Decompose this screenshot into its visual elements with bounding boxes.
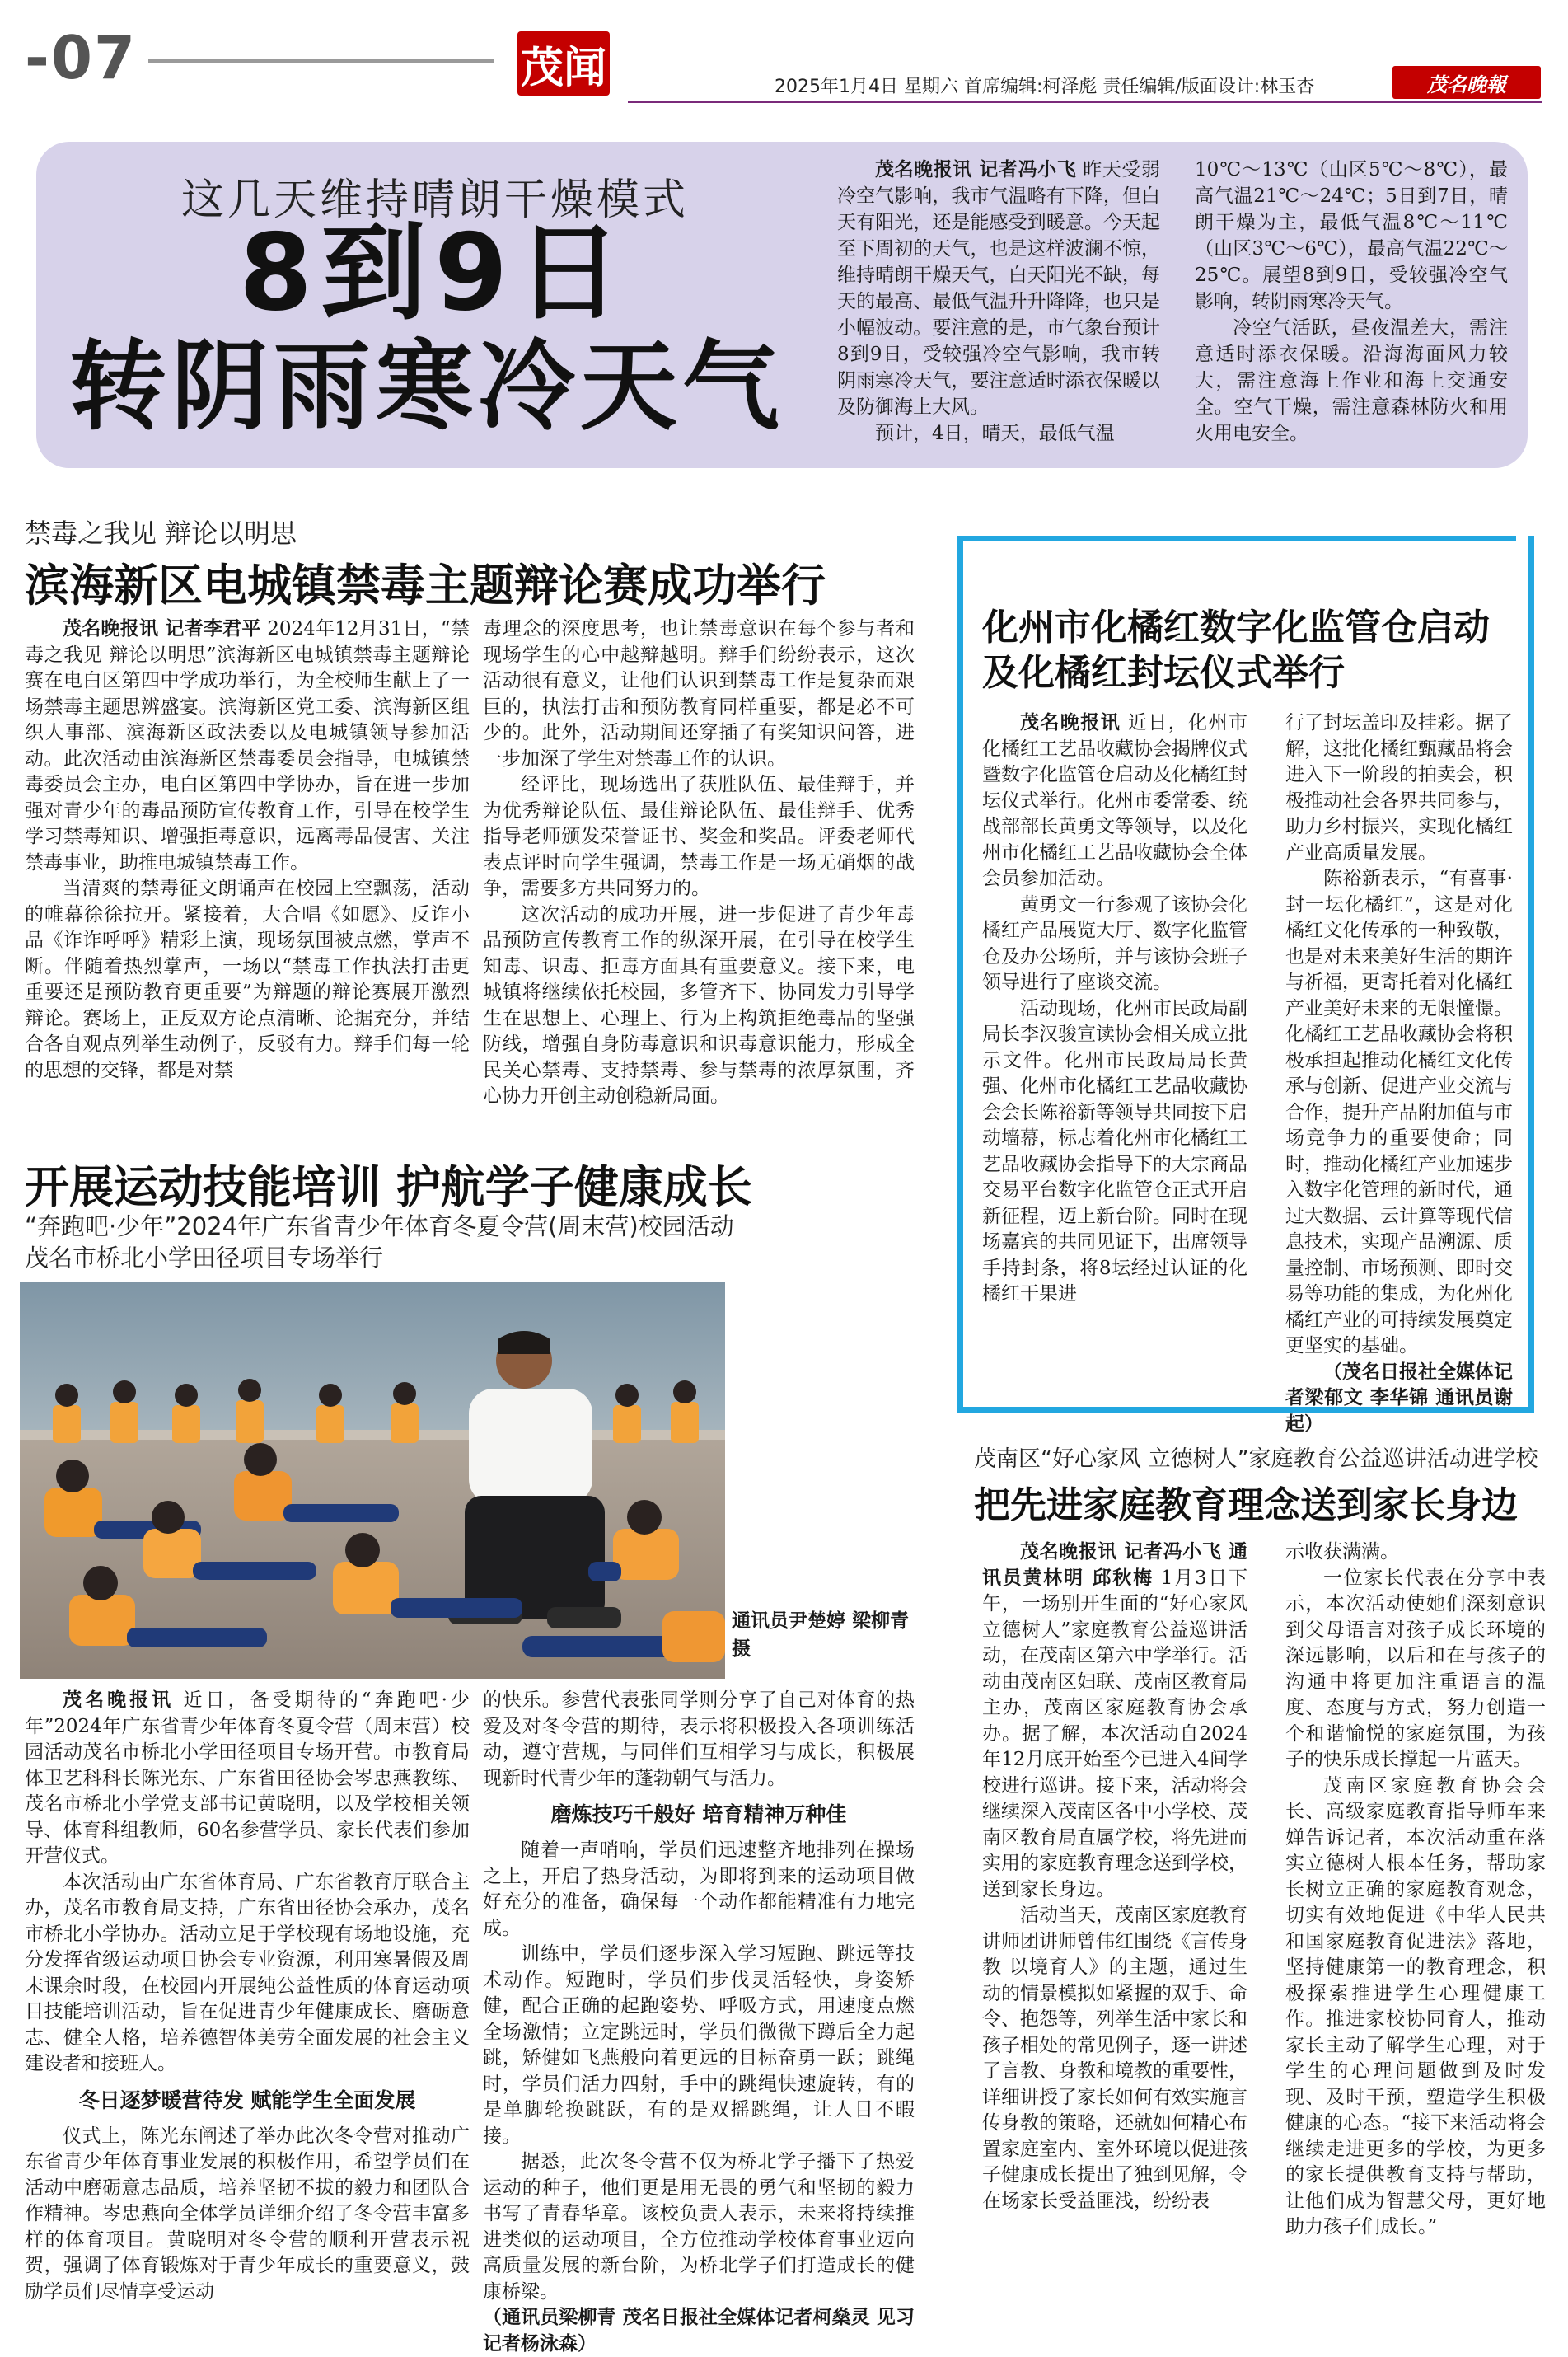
article2-column-2	[483, 1688, 915, 2357]
article4-paragraph: 示收获满满。	[1285, 1541, 1399, 1563]
article3-paragraph: 行了封坛盖印及挂彩。据了解，这批化橘红甄藏品将会进入下一阶段的拍卖会，积极推动社会各界共同参与，助力乡村振兴，实现化橘红产业高质量发展。	[1285, 712, 1513, 864]
article1-paragraph: 当清爽的禁毒征文朗诵声在校园上空飘荡，活动的帷幕徐徐拉开。紧接着，大合唱《如愿》、反诈小品《诈诈呼呼》精彩上演，现场氛围被点燃，掌声不断。伴随着热烈掌声，一场以“禁毒工作执法打击更重要还是预防教育更重要”为辩题的辩论赛展开激烈辩论。赛场上，正反双方论点清晰、论据充分，并结合各自观点列举生动例子，反驳有力。辩手们每一轮的思想的交锋，都是对禁	[25, 878, 470, 1081]
weather-paragraph: 冷空气活跃，昼夜温差大，需注意适时添衣保暖。沿海海面风力较大，需注意海上作业和海上交通安全。空气干燥，需注意森林防火和用火用电安全。	[1195, 317, 1508, 444]
article1-paragraph: 2024年12月31日，“禁毒之我见 辩论以明思”滨海新区电城镇禁毒主题辩论赛在电白区第四中学成功举行，为全校师生献上了一场禁毒主题思辨盛宴。滨海新区党工委、滨海新区组织人事部、滨海新区政法委以及电城镇领导参加活动。此次活动由滨海新区禁毒委员会指导，电城镇禁毒委员会主办，电白区第四中学协办，旨在进一步加强对青少年的毒品预防宣传教育工作，引导在校学生学习禁毒知识、增强拒毒意识，远离毒品侵害、关注禁毒事业，助推电城镇禁毒工作。	[25, 618, 470, 874]
article2-paragraph: 本次活动由广东省体育局、广东省教育厅联合主办，茂名市教育局支持，广东省田径协会承办，茂名市桥北小学协办。活动立足于学校现有场地设施，充分发挥省级运动项目协会专业资源，利用寒暑假及周末课余时段，在校园内开展纯公益性质的体育运动项目技能培训活动，旨在促进青少年健康成长、磨砺意志、健全人格，培养德智体美劳全面发展的社会主义建设者和接班人。	[25, 1871, 470, 2074]
article3-headline-line2: 及化橘红封坛仪式举行	[982, 652, 1345, 694]
photo-illustration	[20, 1282, 725, 1679]
header-rule-right	[628, 101, 1542, 103]
article2-paragraph: 仪式上，陈光东阐述了举办此次冬令营对推动广东省青少年体育事业发展的积极作用，希望学员们在活动中磨砺意志品质，培养坚韧不拔的毅力和团队合作精神。岑忠燕向全体学员详细介绍了冬令营丰富多样的体育项目。黄晓明对冬令营的顺利开营表示祝贺，强调了体育锻炼对于青少年成长的重要意义，鼓励学员们尽情享受运动	[25, 2125, 470, 2303]
paper-logo: 茂名晚報	[1392, 66, 1541, 99]
weather-kicker: 这几天维持晴朗干燥模式	[181, 176, 690, 225]
article2-column-1	[25, 1688, 470, 2305]
article2-subtitle-1: “奔跑吧·少年”2024年广东省青少年体育冬夏令营(周末营)校园活动	[25, 1212, 734, 1240]
article3-paragraph: 近日，化州市化橘红工艺品收藏协会揭牌仪式暨数字化监管仓启动及化橘红封坛仪式举行。化州市委常委、统战部部长黄勇文等领导，以及化州市化橘红工艺品收藏协会全体会员参加活动。	[982, 712, 1248, 889]
weather-headline-line1: 8到9日	[239, 212, 630, 335]
article2-subtitle-2: 茂名市桥北小学田径项目专场举行	[25, 1244, 384, 1272]
article1-column-1	[25, 616, 470, 1084]
article2-subhead: 冬日逐梦暖营待发 赋能学生全面发展	[78, 2088, 416, 2112]
photo-credit: 通讯员尹楚婷 梁柳青 摄	[732, 1610, 910, 1660]
page-number: -07	[25, 23, 138, 92]
article3-frame-right	[1528, 536, 1534, 1413]
article4-paragraph: 茂南区家庭教育协会会长、高级家庭教育指导师车来婵告诉记者，本次活动重在落实立德树人根本任务，帮助家长树立正确的家庭教育观念，切实有效地促进《中华人民共和国家庭教育促进法》落地，坚持健康第一的教育理念，积极探索推进学生心理健康工作。推进家校协同育人，推动家长主动了解学生心理，对于学生的心理问题做到及时发现、及时干预，塑造学生积极健康的心态。“接下来活动将会继续走进更多的学校，为更多的家长提供教育支持与帮助，让他们成为智慧父母，更好地助力孩子们成长。”	[1285, 1774, 1546, 2238]
article2-paragraph: 随着一声哨响，学员们迅速整齐地排列在操场之上，开启了热身活动，为即将到来的运动项目做好充分的准备，确保每一个动作都能精准有力地完成。	[483, 1839, 915, 1939]
date-line: 2025年1月4日 星期六 首席编辑:柯泽彪 责任编辑/版面设计:林玉杏	[775, 77, 1315, 97]
article2-credit: （通讯员梁柳青 茂名日报社全媒体记者柯燊灵 见习记者杨泳森）	[483, 2307, 915, 2355]
article3-column-2	[1285, 710, 1513, 1437]
article3-frame-left	[957, 536, 963, 1413]
article2-paragraph: 据悉，此次冬令营不仅为桥北学子播下了热爱运动的种子，他们更是用无畏的勇气和坚韧的毅力书写了青春华章。该校负责人表示，未来将持续推进类似的运动项目，全方位推动学校体育事业迈向高质量发展的新台阶，为桥北学子们打造成长的健康桥梁。	[483, 2151, 915, 2303]
article1-headline: 滨海新区电城镇禁毒主题辩论赛成功举行	[25, 560, 826, 612]
article2-byline: 茂名晚报讯	[63, 1689, 175, 1711]
section-badge: 茂闻	[517, 31, 610, 96]
weather-column-2	[1195, 157, 1508, 447]
article2-paragraph: 近日，备受期待的“奔跑吧·少年”2024年广东省青少年体育冬夏令营（周末营）校园活动茂名市桥北小学田径项目专场开营。市教育局体卫艺科科长陈光东、广东省田径协会岑忠燕教练、茂名市桥北小学党支部书记黄晓明，以及学校相关领导、体育科组教师，60名参营学员、家长代表们参加开营仪式。	[25, 1689, 470, 1867]
article4-headline: 把先进家庭教育理念送到家长身边	[974, 1484, 1518, 1526]
article4-paragraph: 一位家长代表在分享中表示，本次活动使她们深刻意识到父母语言对孩子成长环境的深远影响，以后和在与孩子的沟通中将更加注重语言的温度、态度与方式，努力创造一个和谐愉悦的家庭氛围，为孩子的快乐成长撑起一片蓝天。	[1285, 1567, 1546, 1770]
article4-paragraph: 活动当天，茂南区家庭教育讲师团讲师曾伟红围绕《言传身教 以境育人》的主题，通过生动的情景模拟如紧握的双手、命令、抱怨等，列举生活中家长和孩子相处的常见例子，逐一讲述了言教、身教和境教的重要性，详细讲授了家长如何有效实施言传身教的策略，还就如何精心布置家庭室内、室外环境以促进孩子健康成长提出了独到见解，令在场家长受益匪浅，纷纷表	[982, 1905, 1247, 2212]
children-stretching-photo	[20, 1282, 725, 1679]
article4-byline: 茂名晚报讯 记者冯小飞 通讯员黄林明 邱秋梅	[982, 1541, 1247, 1589]
article4-paragraph: 1月3日下午，一场别开生面的“好心家风 立德树人”家庭教育公益巡讲活动，在茂南区第六中学举行。活动由茂南区妇联、茂南区教育局主办，茂南区家庭教育协会承办。据了解，本次活动自2024年12月底开始至今已进入4间学校进行巡讲。接下来，活动将会继续深入茂南区各中小学校、茂南区教育局直属学校，将先进而实用的家庭教育理念送到学校，送到家长身边。	[982, 1567, 1247, 1900]
article1-paragraph: 这次活动的成功开展，进一步促进了青少年毒品预防宣传教育工作的纵深开展，在引导在校学生知毒、识毒、拒毒方面具有重要意义。接下来，电城镇将继续依托校园，多管齐下、协同发力引导学生在思想上、心理上、行为上构筑拒绝毒品的坚强防线，增强自身防毒意识和识毒意识能力，形成全民关心禁毒、支持禁毒、参与禁毒的浓厚氛围，齐心协力开创主动创稳新局面。	[483, 903, 915, 1107]
article1-paragraph: 经评比，现场选出了获胜队伍、最佳辩手，并为优秀辩论队伍、最佳辩论队伍、最佳辩手、优秀指导老师颁发荣誉证书、奖金和奖品。评委老师代表点评时向学生强调，禁毒工作是一场无硝烟的战争，需要多方共同努力的。	[483, 774, 915, 899]
weather-column-1	[837, 157, 1160, 447]
article3-paragraph: 陈裕新表示，“有喜事·封一坛化橘红”，这是对化橘红文化传承的一种致敬，也是对未来美好生活的期许与祈福，更寄托着对化橘红产业美好未来的无限憧憬。化橘红工艺品收藏协会将积极承担起推动化橘红文化传承与创新、促进产业交流与合作，提升产品附加值与市场竞争力的重要使命；同时，推动化橘红产业加速步入数字化管理的新时代，通过大数据、云计算等现代信息技术，实现产品溯源、质量控制、市场预测、即时交易等功能的集成，为化州化橘红产业的可持续发展奠定更坚实的基础。	[1285, 868, 1513, 1357]
article3-paragraph: 活动现场，化州市民政局副局长李汉骏宣读协会相关成立批示文件。化州市民政局局长黄强、化州市化橘红工艺品收藏协会会长陈裕新等领导共同按下启动墙幕，标志着化州市化橘红工艺品收藏协会指导下的大宗商品交易平台数字化监管仓正式开启新征程，迈上新台阶。同时在现场嘉宾的共同见证下，出席领导手持封条，将8坛经过认证的化橘红干果进	[982, 997, 1247, 1305]
article2-headline: 开展运动技能培训 护航学子健康成长	[25, 1161, 752, 1213]
article3-credit: （茂名日报社全媒体记者梁郁文 李华锦 通讯员谢起）	[1285, 1361, 1513, 1435]
weather-byline: 茂名晚报讯 记者冯小飞	[875, 159, 1077, 180]
article4-column-1	[982, 1539, 1247, 2214]
article2-subhead: 磨炼技巧千般好 培育精神万种佳	[550, 1802, 847, 1826]
article4-kicker: 茂南区“好心家风 立德树人”家庭教育公益巡讲活动进学校	[974, 1446, 1538, 1472]
article3-frame-top	[957, 536, 1516, 541]
article2-paragraph: 的快乐。参营代表张同学则分享了自己对体育的热爱及对冬令营的期待，表示将积极投入各项训练活动，遵守营规，与同伴们互相学习与成长，积极展现新时代青少年的蓬勃朝气与活力。	[483, 1689, 915, 1789]
article3-paragraph: 黄勇文一行参观了该协会化橘红产品展览大厅、数字化监管仓及办公场所，并与该协会班子领导进行了座谈交流。	[982, 893, 1247, 993]
article4-column-2	[1285, 1539, 1546, 2241]
article2-paragraph: 训练中，学员们逐步深入学习短跑、跳远等技术动作。短跑时，学员们步伐灵活轻快，身姿矫健，配合正确的起跑姿势、呼吸方式，用速度点燃全场激情；立定跳远时，学员们微微下蹲后全力起跳，矫健如飞燕般向着更远的目标奋勇一跃；跳绳时，学员们活力四射，手中的跳绳快速旋转，有的是单脚轮换跳跃，有的是双摇跳绳，让人目不暇接。	[483, 1943, 915, 2147]
article1-byline: 茂名晚报讯 记者李君平	[63, 618, 261, 640]
weather-paragraph: 预计，4日，晴天，最低气温	[875, 423, 1115, 444]
header-rule	[148, 59, 494, 63]
weather-paragraph: 昨天受弱冷空气影响，我市气温略有下降，但白天有阳光，还是能感受到暖意。今天起至下周初的天气，也是这样波澜不惊，维持晴朗干燥天气，白天阳光不缺，每天的最高、最低气温升升降降，也只是小幅波动。要注意的是，市气象台预计8到9日，受较强冷空气影响，我市转阴雨寒冷天气，要注意适时添衣保暖以及防御海上大风。	[837, 159, 1160, 418]
weather-headline-line2: 转阴雨寒冷天气	[69, 330, 785, 443]
article3-byline: 茂名晚报讯	[1020, 712, 1121, 733]
article1-column-2	[483, 616, 915, 1110]
article1-kicker: 禁毒之我见 辩论以明思	[25, 518, 297, 549]
weather-paragraph: 10℃～13℃（山区5℃～8℃），最高气温21℃～24℃；5日到7日，晴朗干燥为主，最低气温8℃～11℃（山区3℃～6℃），最高气温22℃～25℃。展望8到9日，受较强冷空气影响，转阴雨寒冷天气。	[1195, 159, 1508, 312]
article3-headline-line1: 化州市化橘红数字化监管仓启动	[982, 607, 1490, 649]
article3-column-1	[982, 710, 1247, 1308]
article1-paragraph: 毒理念的深度思考，也让禁毒意识在每个参与者和现场学生的心中越辩越明。辩手们纷纷表示，这次活动很有意义，让他们认识到禁毒工作是复杂而艰巨的，执法打击和预防教育同样重要，都是必不可少的。此外，活动期间还穿插了有奖知识问答，进一步加深了学生对禁毒工作的认识。	[483, 618, 915, 770]
